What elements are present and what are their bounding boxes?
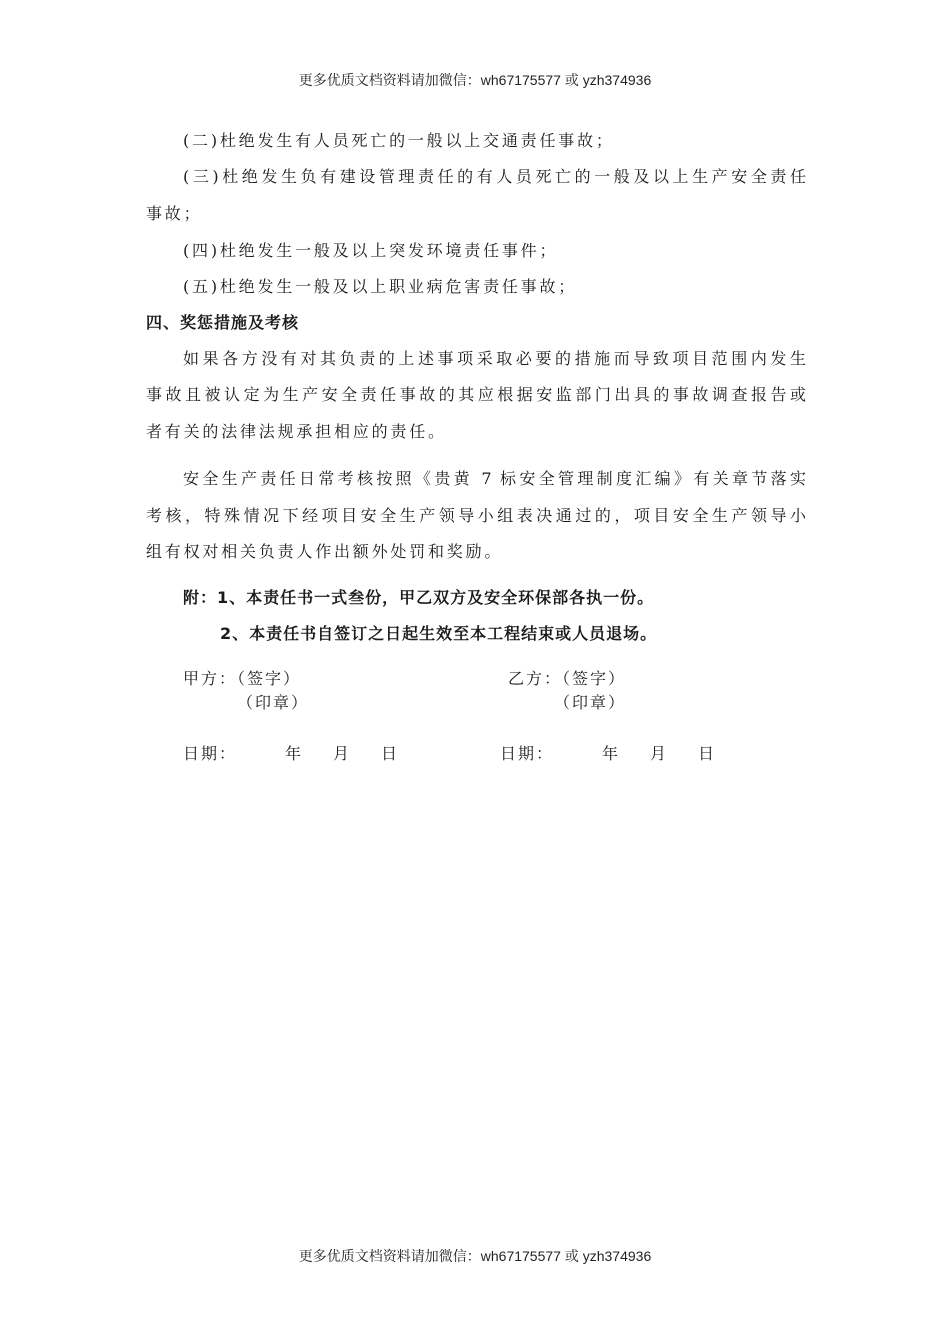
party-a-date-month: 月 (333, 744, 352, 763)
attachment-line-1: 附：1、本责任书一式叁份，甲乙双方及安全环保部各执一份。 (183, 588, 655, 607)
section-4-heading: 四、奖惩措施及考核 (146, 313, 300, 332)
item-3-line-1: (三)杜绝发生负有建设管理责任的有人员死亡的一般及以上生产安全责任 (183, 167, 806, 186)
page-header: 更多优质文档资料请加微信：wh67175577 或 yzh374936 (298, 72, 652, 88)
party-b-date-year: 年 (602, 744, 621, 763)
party-a-seal-label: （印章） (237, 693, 310, 712)
section-4-para-2-line-3: 组有权对相关负责人作出额外处罚和奖励。 (146, 542, 504, 561)
item-3-line-2: 事故； (146, 204, 203, 223)
party-b-date (500, 741, 716, 764)
item-5: (五)杜绝发生一般及以上职业病危害责任事故； (183, 277, 578, 296)
party-a-sign-label: 甲方：（签字） (183, 669, 302, 688)
party-b-date-month: 月 (650, 744, 669, 763)
party-b-date-day: 日 (698, 744, 717, 763)
party-a-date-year: 年 (285, 744, 304, 763)
party-b-date-label: 日期： (500, 744, 555, 763)
party-b-sign-label: 乙方：（签字） (508, 669, 627, 688)
attachment-line-2: 2、本责任书自签订之日起生效至本工程结束或人员退场。 (220, 624, 658, 643)
section-4-para-1-line-3: 者有关的法律法规承担相应的责任。 (146, 422, 447, 441)
section-4-para-1-line-2: 事故且被认定为生产安全责任事故的其应根据安监部门出具的事故调查报告或 (146, 385, 806, 404)
party-b-seal-label: （印章） (554, 693, 627, 712)
section-4-para-2-line-1: 安全生产责任日常考核按照《贵黄 7 标安全管理制度汇编》有关章节落实 (183, 469, 806, 488)
party-a-date-day: 日 (381, 744, 400, 763)
section-4-para-2-line-2: 考核，特殊情况下经项目安全生产领导小组表决通过的，项目安全生产领导小 (146, 506, 806, 525)
party-a-date-label: 日期： (183, 744, 238, 763)
item-4: (四)杜绝发生一般及以上突发环境责任事件； (183, 241, 559, 260)
page-footer: 更多优质文档资料请加微信：wh67175577 或 yzh374936 (298, 1248, 652, 1264)
section-4-para-1-line-1: 如果各方没有对其负责的上述事项采取必要的措施而导致项目范围内发生 (183, 349, 806, 368)
item-2: (二)杜绝发生有人员死亡的一般以上交通责任事故； (183, 131, 615, 150)
party-a-date (183, 741, 399, 764)
